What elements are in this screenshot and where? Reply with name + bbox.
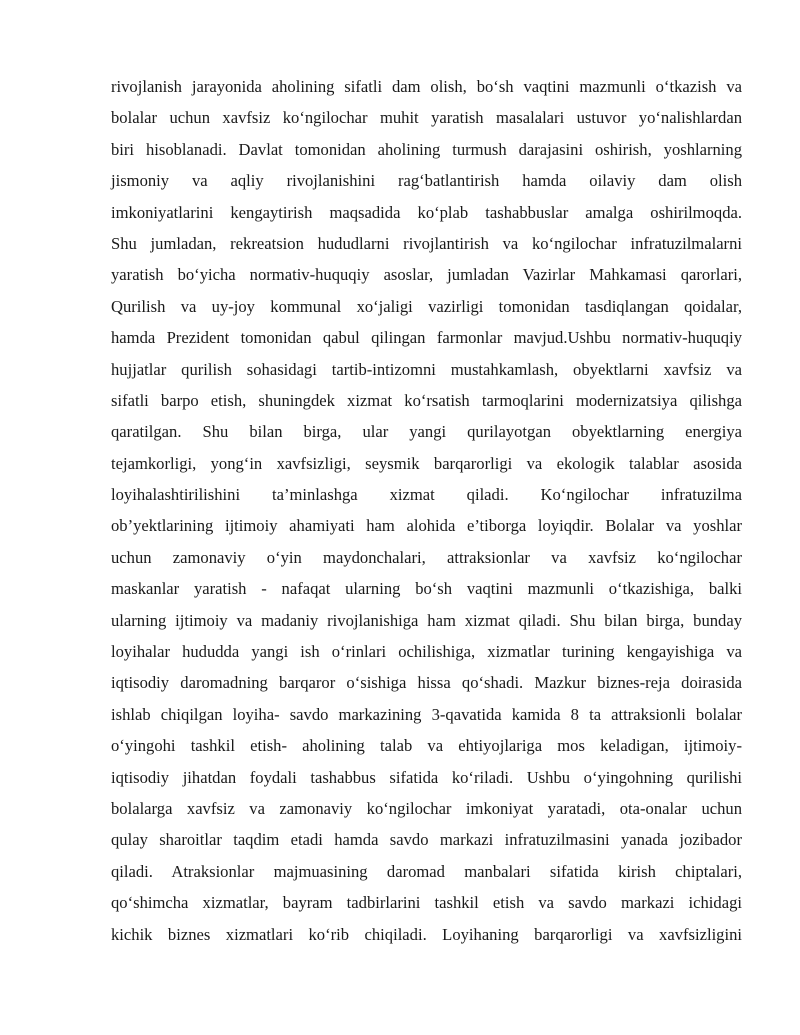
text-line: hujjatlar qurilish sohasidagi tartib-intizomni mustahkamlash, obyektlarni xavfsiz va: [111, 359, 742, 379]
text-line: qiladi. Atraksionlar majmuasining daromad manbalari sifatida kirish chiptalari,: [111, 861, 742, 881]
text-line: rivojlanish jarayonida aholining sifatli dam olish, bo‘sh vaqtini mazmunli o‘tkazish va: [111, 77, 742, 96]
text-line: bolalar uchun xavfsiz ko‘ngilochar muhit yaratish masalalari ustuvor yo‘nalishlardan: [111, 108, 742, 128]
text-line: biri hisoblanadi. Davlat tomonidan aholining turmush darajasini oshirish, yoshlarning: [111, 139, 742, 159]
text-line: iqtisodiy daromadning barqaror o‘sishiga hissa qo‘shadi. Mazkur biznes-reja doirasida: [111, 673, 742, 693]
text-line: Qurilish va uy-joy kommunal xo‘jaligi vazirligi tomonidan tasdiqlangan qoidalar,: [111, 296, 742, 316]
text-line: loyihalashtirilishini ta’minlashga xizmat qiladi. Ko‘ngilochar infratuzilma: [111, 485, 742, 505]
text-line: bolalarga xavfsiz va zamonaviy ko‘ngilochar imkoniyat yaratadi, ota-onalar uchun: [111, 798, 742, 818]
text-line: jismoniy va aqliy rivojlanishini rag‘batlantirish hamda oilaviy dam olish: [111, 171, 742, 191]
text-line: imkoniyatlarini kengaytirish maqsadida ko‘plab tashabbuslar amalga oshirilmoqda.: [111, 202, 742, 222]
body-text: [111, 71, 742, 950]
text-line: uchun zamonaviy o‘yin maydonchalari, attraksionlar va xavfsiz ko‘ngilochar: [111, 547, 742, 567]
text-line: tejamkorligi, yong‘in xavfsizligi, seysmik barqarorligi va ekologik talablar asosida: [111, 453, 742, 473]
text-line: qo‘shimcha xizmatlar, bayram tadbirlarini tashkil etish va savdo markazi ichidagi: [111, 893, 742, 913]
text-line: ishlab chiqilgan loyiha- savdo markazining 3-qavatida kamida 8 ta attraksionli bolalar: [111, 704, 742, 724]
text-line: sifatli barpo etish, shuningdek xizmat ko‘rsatish tarmoqlarini modernizatsiya qilishga: [111, 390, 742, 410]
text-line: ob’yektlarining ijtimoiy ahamiyati ham alohida e’tiborga loyiqdir. Bolalar va yoshlar: [111, 516, 742, 536]
text-line: Shu jumladan, rekreatsion hududlarni rivojlantirish va ko‘ngilochar infratuzilmalarni: [111, 233, 742, 253]
text-line: qulay sharoitlar taqdim etadi hamda savdo markazi infratuzilmasini yanada jozibador: [111, 830, 742, 850]
text-line: yaratish bo‘yicha normativ-huquqiy asoslar, jumladan Vazirlar Mahkamasi qarorlari,: [111, 265, 742, 285]
text-line: hamda Prezident tomonidan qabul qilingan farmonlar mavjud.Ushbu normativ-huquqiy: [111, 328, 742, 348]
text-line: o‘yingohi tashkil etish- aholining talab va ehtiyojlariga mos keladigan, ijtimoiy-: [111, 736, 742, 756]
text-line: iqtisodiy jihatdan foydali tashabbus sifatida ko‘riladi. Ushbu o‘yingohning qurilishi: [111, 767, 742, 787]
text-line: maskanlar yaratish - nafaqat ularning bo‘sh vaqtini mazmunli o‘tkazishiga, balki: [111, 579, 742, 599]
text-line: kichik biznes xizmatlari ko‘rib chiqiladi. Loyihaning barqarorligi va xavfsizligini: [111, 924, 742, 944]
text-line: ularning ijtimoiy va madaniy rivojlanishiga ham xizmat qiladi. Shu bilan birga, bunday: [111, 610, 742, 630]
text-line: loyihalar hududda yangi ish o‘rinlari ochilishiga, xizmatlar turining kengayishiga va: [111, 642, 742, 662]
text-line: qaratilgan. Shu bilan birga, ular yangi qurilayotgan obyektlarning energiya: [111, 422, 742, 442]
